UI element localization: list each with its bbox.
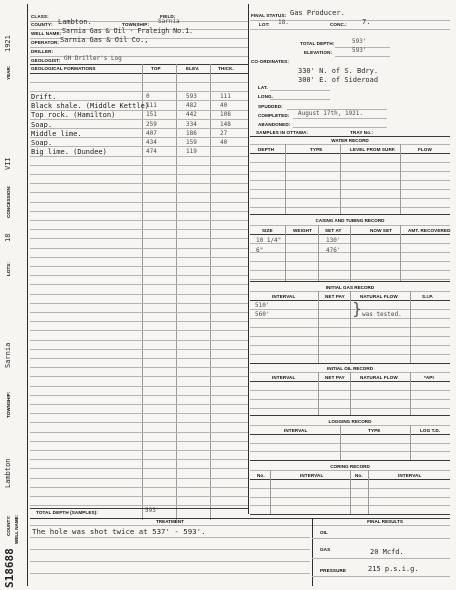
col-top: TOP (151, 66, 161, 71)
township-value: Sarnia (158, 18, 180, 25)
gas-col-interval: INTERVAL (272, 294, 296, 299)
pressure-result-label: PRESSURE (320, 568, 347, 573)
margin-county-value: Lambton (4, 458, 12, 488)
water-col-level: LEVEL FROM SURF. (350, 147, 396, 152)
lot-label: LOT: (259, 22, 270, 27)
coring-col-no-1: No. (257, 473, 265, 478)
formation-thick: 40 (220, 102, 228, 110)
operator-value: Sarnia Gas & Oil Co., (60, 36, 149, 44)
pressure-result-value: 215 p.s.i.g. (368, 565, 419, 573)
formation-top: 151 (146, 111, 157, 119)
oil-col-net-pay: NET PAY (325, 375, 345, 380)
gas-result-value: 20 Mcfd. (370, 548, 404, 556)
formation-name: Big lime. (Dundee) (31, 148, 107, 157)
formation-thick: 27 (220, 129, 228, 137)
casing-col-size: SIZE (262, 228, 273, 233)
water-col-type: TYPE (310, 147, 323, 152)
margin-concession-value: VII (4, 157, 12, 170)
coring-col-interval-1: INTERVAL (300, 473, 324, 478)
col-elev: ELEV. (186, 66, 200, 71)
formation-top: 407 (146, 129, 157, 137)
field-label: FIELD: (160, 14, 176, 19)
casing-col-now-set: NOW SET (370, 228, 393, 233)
coordinates-label: CO-ORDINATES: (251, 59, 289, 64)
total-depth-samples-value: 593' (145, 507, 160, 514)
logging-title: LOGGING RECORD (328, 419, 372, 424)
lot-value: 18. (278, 19, 289, 26)
tray-label: TRAY No.: (350, 130, 374, 135)
total-depth-samples-label: TOTAL DEPTH (SAMPLES): (36, 510, 98, 515)
margin-township-value: Sarnia (4, 342, 12, 368)
well-name-label: WELL NAME: (31, 31, 62, 36)
abandoned-label: ABANDONED: (258, 122, 291, 127)
gas-title: INITIAL GAS RECORD (325, 285, 375, 290)
gas-natural-flow-value: was tested. (362, 311, 402, 318)
coord-line1: 330' N. of S. Bdry. (298, 67, 379, 75)
oil-col-interval: INTERVAL (272, 375, 296, 380)
gas-interval-2: 560' (255, 311, 270, 318)
driller-label: DRILLER: (31, 49, 54, 54)
logging-col-interval: INTERVAL (284, 428, 308, 433)
formation-name: Black shale. (Middle Kettle) (31, 102, 150, 111)
gas-result-label: GAS (320, 547, 331, 552)
geologist-label: GEOLOGIST: (31, 58, 61, 63)
margin-year-label: YEAR: (6, 65, 11, 80)
gas-col-net-pay: NET PAY (325, 294, 345, 299)
oil-result-label: OIL (320, 530, 328, 535)
gas-col-sip: S.I.P. (422, 294, 434, 299)
final-results-title: FINAL RESULTS (367, 519, 403, 524)
gas-brace: } (352, 299, 363, 318)
formation-thick: 148 (220, 120, 231, 128)
long-label: LONG. (258, 94, 274, 99)
formation-elev: 119 (186, 148, 197, 156)
treatment-title: TREATMENT (156, 519, 184, 524)
casing-col-set-at: SET AT (325, 228, 342, 233)
water-col-depth: DEPTH (258, 147, 275, 152)
margin-county-label: COUNTY: (6, 515, 11, 536)
coring-col-no-2: No. (355, 473, 363, 478)
casing-col-weight: WEIGHT (293, 228, 312, 233)
gas-interval-1: 510' (255, 302, 270, 309)
formation-elev: 593 (186, 93, 197, 100)
oil-col-api: *API (424, 375, 434, 380)
formation-top: 111 (146, 102, 157, 110)
formation-top: 474 (146, 148, 157, 156)
logging-col-log-td: LOG T.D. (420, 428, 441, 433)
water-title: WATER RECORD (331, 138, 369, 143)
lat-label: LAT. (258, 85, 268, 90)
formation-top: 434 (146, 139, 157, 146)
well-name-value: Sarnia Gas & Oil - Fraleigh No.1. (62, 27, 194, 35)
elevation-value: 593' (352, 47, 367, 54)
final-status-label: FINAL STATUS: (251, 13, 287, 18)
formation-name: Top rock. (Hamilton) (31, 111, 116, 120)
casing-title: CASING AND TUBING RECORD (315, 218, 385, 223)
county-value: Lambton. (58, 18, 92, 26)
casing-col-amt: AMT. RECOVERED (408, 228, 451, 233)
formation-elev: 442 (186, 111, 197, 119)
casing-size-1: 10 1/4" (256, 237, 282, 244)
formation-elev: 334 (186, 120, 197, 128)
total-depth-value: 593' (352, 38, 367, 45)
operator-label: OPERATOR: (31, 40, 60, 45)
conc-value: 7. (362, 18, 371, 26)
geologist-value: GH Driller's Log (64, 55, 122, 62)
formation-name: Drift. (31, 93, 57, 101)
formation-thick: 40 (220, 139, 228, 146)
conc-label: CONC.: (330, 22, 347, 27)
county-label: COUNTY: (31, 22, 53, 27)
formation-elev: 186 (186, 129, 197, 137)
margin-year-value: 1921 (4, 35, 12, 52)
gas-col-natural-flow: NATURAL FLOW (360, 294, 398, 299)
casing-size-2: 6" (256, 247, 264, 254)
margin-lots-label: LOTS: (6, 262, 11, 276)
margin-divider (27, 4, 28, 586)
samples-label: SAMPLES IN OTTAWA: (256, 130, 308, 135)
formations-title: GEOLOGICAL FORMATIONS (31, 66, 96, 71)
township-label: TOWNSHIP: (122, 22, 150, 27)
formation-elev: 482 (186, 102, 197, 110)
margin-well-name-label: WELL NAME: (14, 514, 19, 544)
formation-name: Soap. (31, 120, 53, 129)
coord-line2: 300' E. of Sideroad (298, 76, 379, 84)
water-col-flow: FLOW (418, 147, 432, 152)
margin-lots-value: 18 (4, 233, 12, 242)
final-status-value: Gas Producer. (290, 9, 345, 17)
formation-elev: 159 (186, 139, 197, 146)
formation-top: 259 (146, 120, 157, 128)
casing-set-at-2: 476' (326, 247, 341, 254)
class-label: CLASS: (31, 14, 49, 19)
oil-col-natural-flow: NATURAL FLOW (360, 375, 398, 380)
oil-title: INITIAL OIL RECORD (326, 366, 374, 371)
formation-top: 0 (146, 93, 150, 100)
elevation-label: ELEVATION: (304, 50, 333, 55)
formation-name: Middle lime. (31, 129, 82, 138)
col-thick: THICK. (218, 66, 234, 71)
casing-set-at-1: 130' (326, 237, 341, 244)
margin-well-id: S18688 (3, 548, 16, 588)
formation-thick: 108 (220, 111, 231, 119)
coring-title: CORING RECORD (330, 464, 370, 469)
treatment-text: The hole was shot twice at 537' - 593'. (32, 527, 206, 536)
spudded-label: SPUDDED: (258, 104, 283, 109)
margin-concession-label: CONCESSION: (6, 185, 11, 218)
formation-thick: 111 (220, 93, 231, 100)
logging-col-type: TYPE (368, 428, 381, 433)
completed-value: August 17th, 1921. (298, 110, 364, 117)
completed-label: COMPLETED: (258, 113, 290, 118)
total-depth-label: TOTAL DEPTH: (300, 41, 335, 46)
coring-col-interval-2: INTERVAL (398, 473, 422, 478)
margin-township-label: TOWNSHIP: (6, 391, 11, 418)
formation-name: Soap. (31, 139, 53, 147)
